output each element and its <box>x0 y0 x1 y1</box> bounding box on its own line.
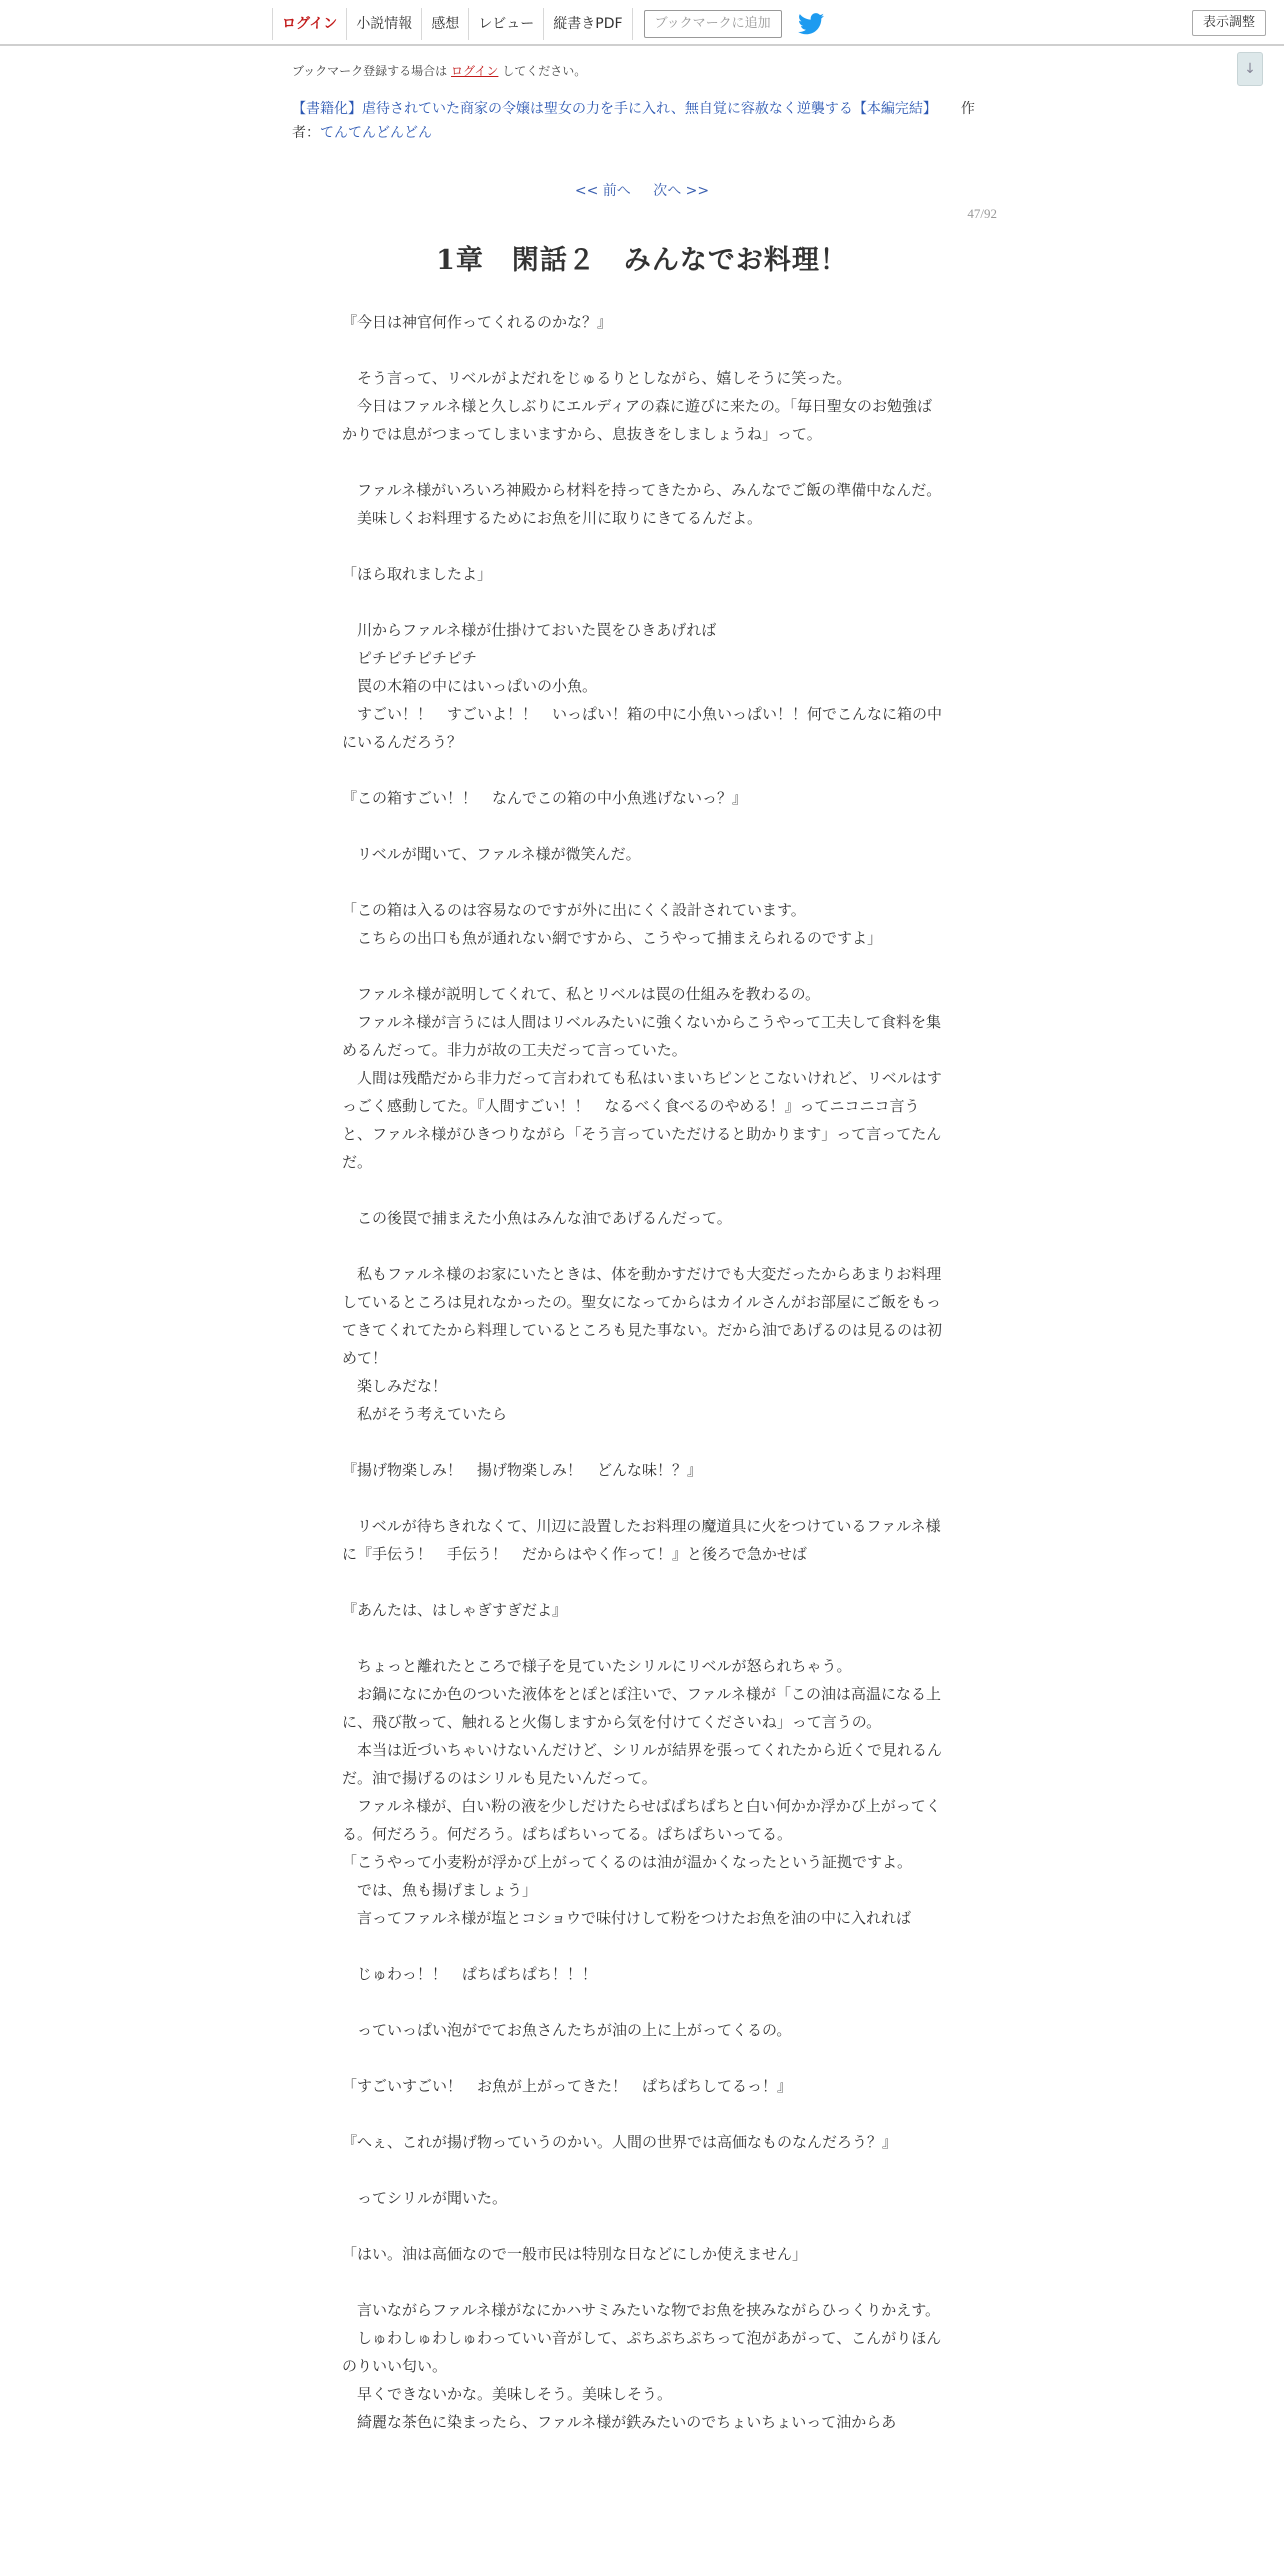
series-title-link[interactable]: 【書籍化】虐待されていた商家の令嬢は聖女の力を手に入れ、無自覚に容赦なく逆襲する【本編完結】 <box>292 101 937 117</box>
top-header <box>0 0 1284 46</box>
body-paragraph <box>342 756 942 784</box>
body-paragraph: では、魚も揚げましょう」 <box>342 1881 538 1899</box>
series-info <box>292 97 992 145</box>
body-paragraph: 「はい。油は高価なので一般市民は特別な日などにしか使えません」 <box>342 2245 808 2263</box>
body-paragraph <box>342 448 942 476</box>
body-paragraph: ファルネ様が言うには人間はリベルみたいに強くないからこうやって工夫して食料を集めるんだって。非力が故の工夫だって言っていた。 <box>342 1013 941 1059</box>
body-paragraph <box>342 532 942 560</box>
chapter-title: 1章 閑話２ みんなでお料理！ <box>436 245 848 276</box>
body-paragraph <box>342 812 942 840</box>
body-paragraph: すごい！！ すごいよ！！ いっぱい！箱の中に小魚いっぱい！！何でこんなに箱の中にいるんだろう？ <box>342 705 943 751</box>
body-paragraph <box>342 1988 942 2016</box>
body-paragraph: 『へぇ、これが揚げ物っていうのかい。人間の世界では高価なものなんだろう？』 <box>342 2133 898 2151</box>
body-paragraph: しゅわしゅわしゅわっていい音がして、ぷちぷちぷちって泡があがって、こんがりほんのりいい匂い。 <box>342 2329 942 2375</box>
body-paragraph: リベルが待ちきれなくて、川辺に設置したお料理の魔道具に火をつけているファルネ様に『手伝う！ 手伝う！ だからはやく作って！』と後ろで急かせば <box>342 1517 941 1563</box>
body-paragraph: 美味しくお料理するためにお魚を川に取りにきてるんだよ。 <box>342 509 763 527</box>
chapter-pager <box>0 180 1284 200</box>
body-paragraph <box>342 952 942 980</box>
body-paragraph: そう言って、リベルがよだれをじゅるりとしながら、嬉しそうに笑った。 <box>342 369 852 387</box>
body-paragraph <box>342 336 942 364</box>
scroll-down-button[interactable]: ↓ <box>1237 52 1263 86</box>
nav-login[interactable]: ログイン <box>272 8 346 40</box>
bookmark-login-notice <box>292 62 586 79</box>
body-paragraph: 綺麗な茶色に染まったら、ファルネ様が鉄みたいのでちょいちょいって油からあ <box>342 2413 897 2431</box>
body-paragraph <box>342 1932 942 1960</box>
body-paragraph: じゅわっ！！ ぱちぱちぱち！！！ <box>342 1965 597 1983</box>
body-paragraph: 「すごいすごい！ お魚が上がってきた！ ぱちぱちしてるっ！』 <box>342 2077 793 2095</box>
prev-chapter-link[interactable]: << 前へ <box>574 183 631 199</box>
body-paragraph <box>342 1176 942 1204</box>
body-paragraph <box>342 2100 942 2128</box>
notice-text-before: ブックマーク登録する場合は <box>292 64 448 78</box>
body-paragraph: 罠の木箱の中にはいっぱいの小魚。 <box>342 677 598 695</box>
body-paragraph: ちょっと離れたところで様子を見ていたシリルにリベルが怒られちゃう。 <box>342 1657 852 1675</box>
body-paragraph <box>342 1568 942 1596</box>
body-paragraph: ファルネ様がいろいろ神殿から材料を持ってきたから、みんなでご飯の準備中なんだ。 <box>342 481 942 499</box>
nav-vertical-pdf[interactable]: 縦書きPDF <box>543 8 632 40</box>
body-paragraph: 私がそう考えていたら <box>342 1405 508 1423</box>
body-paragraph <box>342 2268 942 2296</box>
twitter-icon[interactable] <box>798 13 824 35</box>
nav-review[interactable]: レビュー <box>468 8 543 40</box>
next-chapter-link[interactable]: 次へ >> <box>653 183 710 199</box>
body-paragraph: 「こうやって小麦粉が浮かび上がってくるのは油が温かくなったという証拠ですよ。 <box>342 1853 913 1871</box>
body-paragraph: 私もファルネ様のお家にいたときは、体を動かすだけでも大変だったからあまりお料理しているところは見れなかったの。聖女になってからはカイルさんがお部屋にご飯をもってきてくれてたから料理しているところも見た事ない。だから油であげるのは見るのは初めて！ <box>342 1265 943 1367</box>
body-paragraph: 人間は残酷だから非力だって言われても私はいまいちピンとこないけれど、リベルはすっごく感動してた。『人間すごい！！ なるべく食べるのやめる！』ってニコニコ言うと、ファルネ様がひきつりながら「そう言っていただけると助かります」って言ってたんだ。 <box>342 1069 942 1171</box>
body-paragraph <box>342 1624 942 1652</box>
body-paragraph: ファルネ様が、白い粉の液を少しだけたらせばぱちぱちと白い何かか浮かび上がってくる。何だろう。何だろう。ぱちぱちいってる。ぱちぱちいってる。 <box>342 1797 941 1843</box>
body-paragraph: お鍋になにか色のついた液体をとぽとぽ注いで、ファルネ様が「この油は高温になる上に、飛び散って、触れると火傷しますから気を付けてくださいね」って言うの。 <box>342 1685 941 1731</box>
body-paragraph <box>342 2044 942 2072</box>
body-paragraph: 本当は近づいちゃいけないんだけど、シリルが結界を張ってくれたから近くで見れるんだ。油で揚げるのはシリルも見たいんだって。 <box>342 1741 943 1787</box>
novel-body <box>342 308 942 2436</box>
body-paragraph: ファルネ様が説明してくれて、私とリベルは罠の仕組みを教わるの。 <box>342 985 821 1003</box>
body-paragraph: 「ほら取れましたよ」 <box>342 565 493 583</box>
body-paragraph: 楽しみだな！ <box>342 1377 448 1395</box>
top-nav <box>272 8 824 40</box>
body-paragraph: この後罠で捕まえた小魚はみんな油であげるんだって。 <box>342 1209 732 1227</box>
body-paragraph <box>342 2212 942 2240</box>
body-paragraph <box>342 588 942 616</box>
body-paragraph: 「この箱は入るのは容易なのですが外に出にくく設計されています。 <box>342 901 806 919</box>
nav-impressions[interactable]: 感想 <box>421 8 468 40</box>
body-paragraph: リベルが聞いて、ファルネ様が微笑んだ。 <box>342 845 641 863</box>
body-paragraph: 川からファルネ様が仕掛けておいた罠をひきあげれば <box>342 621 717 639</box>
body-paragraph <box>342 2156 942 2184</box>
body-paragraph: ってシリルが聞いた。 <box>342 2189 508 2207</box>
body-paragraph <box>342 868 942 896</box>
body-paragraph <box>342 1232 942 1260</box>
nav-novel-info[interactable]: 小説情報 <box>346 8 421 40</box>
notice-text-after: してください。 <box>502 64 587 78</box>
body-paragraph: こちらの出口も魚が通れない網ですから、こうやって捕まえられるのですよ」 <box>342 929 883 947</box>
body-paragraph: 言いながらファルネ様がなにかハサミみたいな物でお魚を挟みながらひっくりかえす。 <box>342 2301 941 2319</box>
body-paragraph: 今日はファルネ様と久しぶりにエルディアの森に遊びに来たの。「毎日聖女のお勉強ばかりでは息がつまってしまいますから、息抜きをしましょうね」って。 <box>342 397 932 443</box>
chapter-counter: 47/92 <box>967 206 997 221</box>
body-paragraph <box>342 1484 942 1512</box>
display-settings-button[interactable]: 表示調整 <box>1192 10 1266 36</box>
body-paragraph: 早くできないかな。美味しそう。美味しそう。 <box>342 2385 673 2403</box>
body-paragraph: 『この箱すごい！！ なんでこの箱の中小魚逃げないっ？』 <box>342 789 748 807</box>
body-paragraph: っていっぱい泡がでてお魚さんたちが油の上に上がってくるの。 <box>342 2021 792 2039</box>
body-paragraph: 『あんたは、はしゃぎすぎだよ』 <box>342 1601 568 1619</box>
body-paragraph: 『揚げ物楽しみ！ 揚げ物楽しみ！ どんな味！？』 <box>342 1461 703 1479</box>
body-paragraph <box>342 1428 942 1456</box>
body-paragraph: 言ってファルネ様が塩とコショウで味付けして粉をつけたお魚を油の中に入れれば <box>342 1909 911 1927</box>
author-label: 作者： <box>292 101 975 141</box>
body-paragraph: ピチピチピチピチ <box>342 649 478 667</box>
add-bookmark-button[interactable]: ブックマークに追加 <box>644 10 782 38</box>
body-paragraph: 『今日は神官何作ってくれるのかな？』 <box>342 313 613 331</box>
notice-login-link[interactable]: ログイン <box>451 64 499 78</box>
author-link[interactable]: てんてんどんどん <box>320 125 432 141</box>
